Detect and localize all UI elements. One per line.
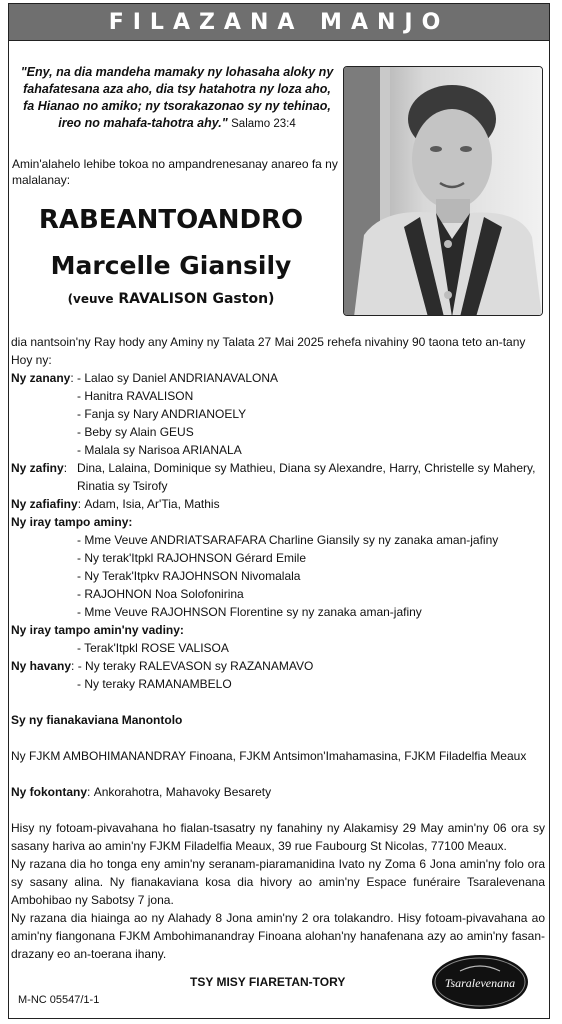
widow-prefix: (veuve [67,292,114,306]
grandchildren-label: Ny zafiny [11,461,64,475]
great-grandchildren-text: Adam, Isia, Ar'Tia, Mathis [84,497,220,511]
great-grandchildren-section: Ny zafiafiny : Adam, Isia, Ar'Tia, Mathis [11,497,220,511]
grandchildren-text: Dina, Lalaina, Dominique sy Mathieu, Diana sy Alexandre, Harry, Christelle sy Mahery, [77,461,536,475]
announcement: dia nantsoin'ny Ray hody any Aminy ny Talata 27 Mai 2025 rehefa nivahiny 90 taona teto an-tany [11,335,526,349]
husband-siblings-section: Ny iray tampo amin'ny vadiny : [11,623,184,637]
fokontany-label: Ny fokontany [11,785,88,799]
deceased-surname: RABEANTOANDRO [38,205,304,235]
relatives-item: - Ny teraky RALEVASON sy RAZANAMAVO [77,659,314,673]
header-banner [8,3,550,41]
hoy-ny: Hoy ny: [11,353,52,367]
siblings-item: - RAJOHNON Noa Solofonirina [77,587,244,601]
children-item: - Lalao sy Daniel ANDRIANAVALONA [77,371,278,385]
tsaralevenana-logo [430,953,530,1011]
children-section: Ny zanany : - Lalao sy Daniel ANDRIANAVALONA [11,371,278,385]
arrangements-paragraph: Ny razana dia ho tonga eny amin'ny seranam-piaramanidina Ivato ny Zoma 6 Jona amin'ny folo ora sy sasany alina. Ny fianakaviana kosa dia hivory ao amin'ny Espace funéraire Tsaralevenana Ambohibao ny Sabotsy 7 jona. [11,857,545,907]
siblings-item: - Mme Veuve ANDRIATSARAFARA Charline Giansily sy ny zanaka aman-jafiny [77,533,499,547]
quote-text: "Eny, na dia mandeha mamaky ny lohasaha aloky ny fahafatesana aza aho, dia tsy hatahotra ny loza aho, fa Hianao no amiko; ny tsorakazonao sy ny tehinao, ireo no mahafa-tahotra ahy." [20,65,334,130]
relatives-section: Ny havany : - Ny teraky RALEVASON sy RAZANAMAVO [11,659,314,673]
portrait-photo [343,66,543,316]
siblings-item: - Ny Terak'Itpkv RAJOHNSON Nivomalala [77,569,301,583]
arrangements-paragraph: Ny razana dia hiainga ao ny Alahady 8 Jona amin'ny 2 ora tolakandro. Hisy fotoam-pivavahana ao amin'ny fiangonana FJKM Ambohimanandray Finoana alohan'ny hanafenana azy ao amin'ny fasan-drazany eo an-toerana ihany. [11,911,545,961]
reference-code: M-NC 05547/1-1 [18,994,100,1006]
husband-siblings-label: Ny iray tampo amin'ny vadiny [11,623,180,637]
grandchildren-section: Ny zafiny : Dina, Lalaina, Dominique sy Mathieu, Diana sy Alexandre, Harry, Christelle sy Mahery, [11,461,536,475]
relatives-label: Ny havany [11,659,72,673]
header-title: FILAZANA MANJO [108,9,450,35]
closing-note: TSY MISY FIARETAN-TORY [190,975,346,989]
siblings-item: - Ny terak'Itpkl RAJOHNSON Gérard Emile [77,551,307,565]
deceased-widow-of [16,291,326,307]
arrangements-paragraph: Hisy ny fotoam-pivavahana ho fialan-tsasatry ny fanahiny ny Alakamisy 29 May amin'ny 06 ora sy sasany hariva ao amin'ny FJKM Filadelfia Meaux, 39 rue Faubourg St Nicolas, 77100 Meaux. [11,821,545,853]
children-item: - Beby sy Alain GEUS [77,425,194,439]
fokontany-text: Ankorahotra, Mahavoky Besarety [93,785,272,799]
children-item: - Fanja sy Nary ANDRIANOELY [77,407,247,421]
intro-text: Amin'alahelo lehibe tokoa no ampandrenesanay anareo fa ny malalanay: [12,157,338,187]
great-grandchildren-label: Ny zafiafiny [11,497,78,511]
deceased-given-names: Marcelle Giansily [50,251,292,280]
notice-body [11,333,545,963]
logo-emblem [430,953,530,1011]
quote-reference: Salamo 23:4 [231,118,296,130]
siblings-label: Ny iray tampo aminy [11,515,129,529]
portrait-image [344,67,543,316]
churches: Ny FJKM AMBOHIMANANDRAY Finoana, FJKM Antsimon'Imahamasina, FJKM Filadelfia Meaux [11,749,527,763]
husband-siblings-item: - Terak'Itpkl ROSE VALISOA [77,641,229,655]
children-item: - Hanitra RAVALISON [77,389,194,403]
children-item: - Malala sy Narisoa ARIANALA [77,443,242,457]
family-line: Sy ny fianakaviana Manontolo [11,713,183,727]
siblings-item: - Mme Veuve RAJOHNSON Florentine sy ny zanaka aman-jafiny [77,605,422,619]
relatives-item: - Ny teraky RAMANAMBELO [77,677,232,691]
grandchildren-text-2: Rinatia sy Tsirofy [77,479,168,493]
children-label: Ny zanany [11,371,71,385]
logo-text: Tsaralevenana [444,976,516,990]
widow-name: RAVALISON Gaston) [118,291,275,307]
fokontany-section: Ny fokontany : Ankorahotra, Mahavoky Besarety [11,785,272,799]
siblings-section: Ny iray tampo aminy : [11,515,133,529]
bible-quote [16,64,338,133]
